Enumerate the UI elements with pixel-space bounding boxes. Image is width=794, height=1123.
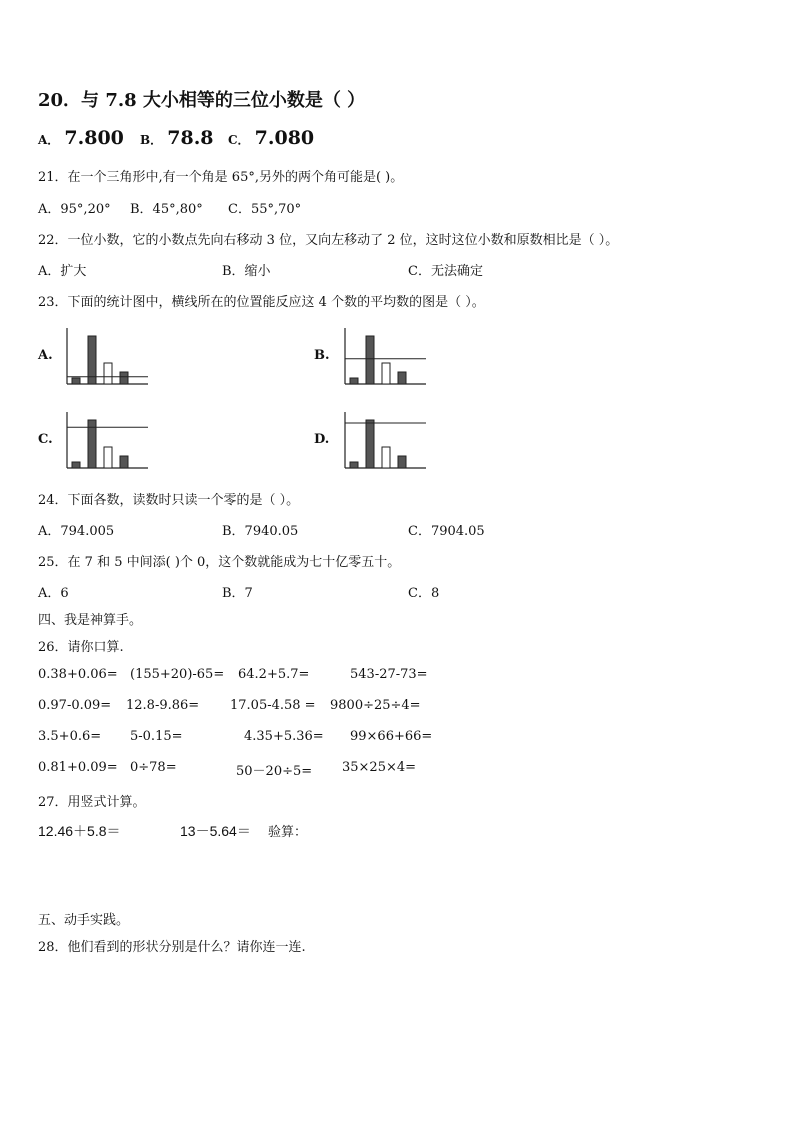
question-24-text: 24．下面各数，读数时只读一个零的是（ ）。 <box>38 493 300 508</box>
chart-bar <box>104 363 112 384</box>
question-26-text: 26．请你口算. <box>38 640 124 655</box>
chart-bar <box>72 462 80 468</box>
calc-item: 0.38+0.06= <box>38 667 118 682</box>
question-27-text: 27．用竖式计算。 <box>38 795 146 810</box>
chart-bar <box>382 447 390 468</box>
calc-item: 35×25×4= <box>342 760 417 775</box>
question-28-text: 28．他们看到的形状分别是什么？请你连一连. <box>38 940 306 955</box>
question-22-text: 22．一位小数，它的小数点先向右移动 3 位，又向左移动了 2 位，这时这位小数和原数相比是（ ）。 <box>38 233 619 248</box>
chart-d-label: D. <box>314 432 330 447</box>
calc-item: 12.8-9.86= <box>126 698 200 713</box>
section-5-heading: 五、动手实践。 <box>38 913 130 928</box>
question-22-option-c: C．无法确定 <box>408 264 483 279</box>
question-22-option-a: A．扩大 <box>38 264 87 279</box>
calc-item: 17.05-4.58 = <box>230 698 316 713</box>
chart-bar <box>120 372 128 384</box>
chart-bar <box>398 372 406 384</box>
question-20-text: 20．与 7.8 大小相等的三位小数是（ ） <box>38 90 366 111</box>
vertical-calc-item: 13－5.64＝ <box>180 823 251 839</box>
chart-bar <box>104 447 112 468</box>
chart-bar <box>350 462 358 468</box>
question-21-option-c: C．55°,70° <box>228 202 302 217</box>
chart-b-label: B. <box>314 348 330 363</box>
option-letter: A． <box>38 133 60 147</box>
calc-item: 9800÷25÷4= <box>330 698 421 713</box>
chart-bar <box>382 363 390 384</box>
chart-bar <box>366 420 374 468</box>
question-24-option-b: B．7940.05 <box>222 524 299 539</box>
calc-item: 0÷78= <box>130 760 177 775</box>
option-value: 7.800 <box>64 127 124 149</box>
chart-bar <box>120 456 128 468</box>
question-25-option-a: A．6 <box>38 586 69 601</box>
option-value: 7.080 <box>254 127 315 149</box>
chart-bar <box>398 456 406 468</box>
chart-bar <box>350 378 358 384</box>
vertical-calc-item: 12.46＋5.8＝ <box>38 823 121 839</box>
calc-item: 0.97-0.09= <box>38 698 112 713</box>
section-4-heading: 四、我是神算手。 <box>38 613 143 628</box>
calc-item: 0.81+0.09= <box>38 760 118 775</box>
question-25-option-c: C．8 <box>408 586 440 601</box>
verification-label: 验算： <box>268 825 308 840</box>
chart-a-label: A. <box>38 348 53 363</box>
question-23-text: 23．下面的统计图中，横线所在的位置能反应这 4 个数的平均数的图是（ ）。 <box>38 295 485 310</box>
chart-a <box>64 326 150 388</box>
calc-item: 543-27-73= <box>350 667 428 682</box>
calc-item: 4.35+5.36= <box>244 729 324 744</box>
question-21-option-b: B．45°,80° <box>130 202 203 217</box>
question-25-text: 25．在 7 和 5 中间添( )个 0，这个数就能成为七十亿零五十。 <box>38 555 401 570</box>
calc-item: 3.5+0.6= <box>38 729 102 744</box>
calc-item: 5-0.15= <box>130 729 183 744</box>
calc-item: 50－20÷5= <box>236 764 313 779</box>
question-20-option-c <box>228 127 314 149</box>
chart-bar <box>72 378 80 384</box>
calc-item: (155+20)-65= <box>130 667 225 682</box>
chart-c-label: C. <box>38 432 53 447</box>
chart-b <box>342 326 428 388</box>
chart-c <box>64 410 150 472</box>
option-value: 78.8 <box>167 127 214 149</box>
question-22-option-b: B．缩小 <box>222 264 271 279</box>
chart-bar <box>366 336 374 384</box>
question-20 <box>38 86 365 112</box>
question-24-option-a: A．794.005 <box>38 524 115 539</box>
question-20-option-b <box>140 127 214 149</box>
question-24-option-c: C．7904.05 <box>408 524 485 539</box>
chart-d <box>342 410 428 472</box>
option-letter: B． <box>140 133 163 147</box>
option-letter: C． <box>228 133 250 147</box>
question-25-option-b: B．7 <box>222 586 253 601</box>
question-21-option-a: A．95°,20° <box>38 202 111 217</box>
question-20-option-a <box>38 127 124 149</box>
calc-item: 64.2+5.7= <box>238 667 310 682</box>
calc-item: 99×66+66= <box>350 729 433 744</box>
question-21-text: 21．在一个三角形中,有一个角是 65°,另外的两个角可能是( )。 <box>38 170 404 185</box>
